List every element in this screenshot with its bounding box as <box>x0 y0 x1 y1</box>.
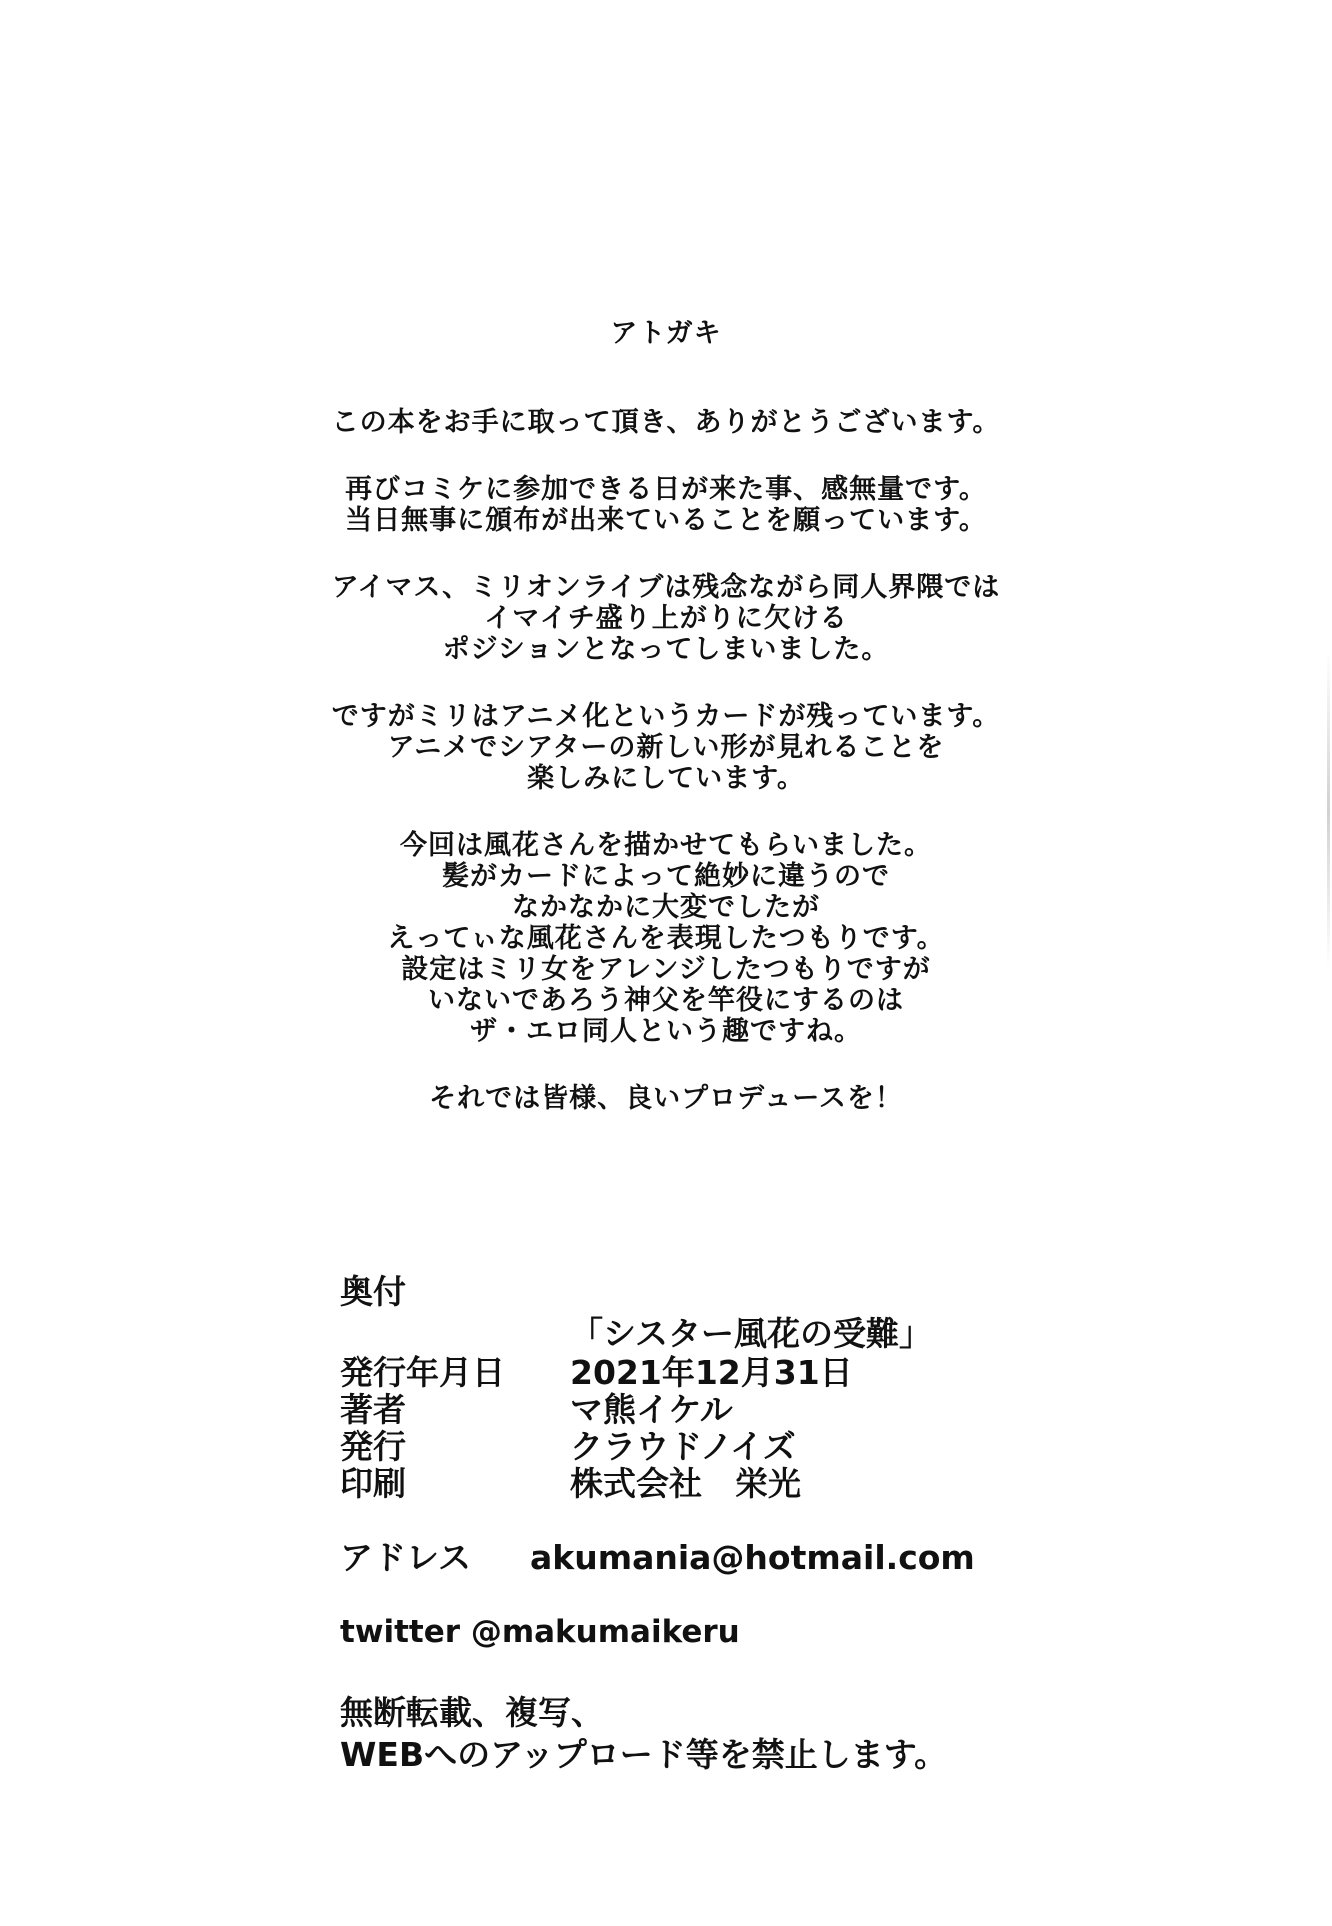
colophon-key: 発行 <box>340 1427 406 1466</box>
colophon-row-printer <box>340 1465 1100 1502</box>
afterword-closing-line: それでは皆様、良いプロデュースを！ <box>429 1083 903 1114</box>
afterword-line: 髪がカードによって絶妙に違うので <box>442 861 890 892</box>
colophon-key: 印刷 <box>340 1464 406 1503</box>
afterword-paragraph <box>0 572 1332 665</box>
afterword-line: 楽しみにしています。 <box>527 763 805 794</box>
afterword-paragraph <box>0 407 1332 438</box>
notice-line: WEBへのアップロード等を禁止します。 <box>340 1735 948 1774</box>
colophon-key: 発行年月日 <box>340 1353 505 1392</box>
email-address: akumania@hotmail.com <box>530 1538 975 1577</box>
afterword-line: ですがミリはアニメ化というカードが残っています。 <box>331 701 1001 732</box>
colophon-key: 著者 <box>340 1390 406 1429</box>
afterword-line: いないであろう神父を竿役にするのは <box>428 985 904 1016</box>
afterword-line: この本をお手に取って頂き、ありがとうございます。 <box>331 407 1001 438</box>
contact-address <box>340 1538 1100 1578</box>
colophon-value: 2021年12月31日 <box>570 1353 853 1392</box>
colophon-row-author <box>340 1391 1100 1428</box>
afterword-line: ザ・エロ同人という趣ですね。 <box>470 1016 862 1047</box>
notice-line: 無断転載、複写、 <box>340 1693 604 1732</box>
afterword-line: アニメでシアターの新しい形が見れることを <box>387 732 945 763</box>
book-title: 「シスター風花の受難」 <box>570 1314 933 1353</box>
colophon-value: クラウドノイズ <box>570 1427 796 1466</box>
afterword-line: 再びコミケに参加できる日が来た事、感無量です。 <box>345 474 987 505</box>
afterword-line: なかなかに大変でしたが <box>512 892 820 923</box>
afterword-paragraph <box>0 701 1332 794</box>
copyright-notice <box>340 1692 1100 1776</box>
afterword-title: アトガキ <box>610 318 722 349</box>
colophon-row-publish-date <box>340 1354 1100 1391</box>
afterword-line: イマイチ盛り上がりに欠ける <box>484 603 848 634</box>
afterword-line: えってぃな風花さんを表現したつもりです。 <box>387 923 945 954</box>
address-label: アドレス <box>340 1538 472 1577</box>
afterword-line: 設定はミリ女をアレンジしたつもりですが <box>401 954 931 985</box>
colophon-value: 株式会社 栄光 <box>570 1464 801 1503</box>
afterword-paragraph <box>0 1083 1332 1114</box>
afterword-line: 当日無事に頒布が出来ていることを願っています。 <box>345 505 987 536</box>
colophon-section <box>340 1272 1100 1776</box>
colophon-heading: 奥付 <box>340 1272 406 1311</box>
colophon-value: マ熊イケル <box>570 1390 733 1429</box>
twitter-handle: twitter @makumaikeru <box>340 1614 740 1650</box>
colophon-row-publisher <box>340 1428 1100 1465</box>
afterword-paragraph <box>0 830 1332 1047</box>
afterword-line: アイマス、ミリオンライブは残念ながら同人界隈では <box>331 572 1001 603</box>
afterword-line: ポジションとなってしまいました。 <box>442 634 890 665</box>
afterword-line: 今回は風花さんを描かせてもらいました。 <box>400 830 932 861</box>
afterword-section <box>0 318 1332 1150</box>
afterword-paragraph <box>0 474 1332 536</box>
